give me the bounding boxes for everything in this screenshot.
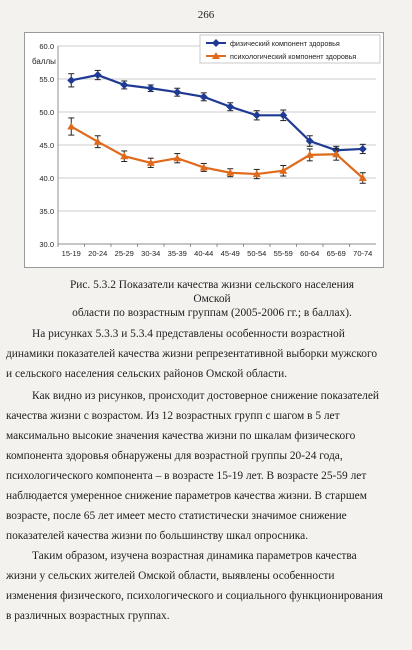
text-line: психологического компонента – в возрасте 15-19 лет. В возрасте 25-59 лет <box>6 470 367 482</box>
text-line: наблюдается умеренное снижение параметров качества жизни. В старшем <box>6 490 367 502</box>
x-tick-label: 40-44 <box>194 249 214 258</box>
y-tick-label: 45.0 <box>39 141 54 150</box>
x-tick-label: 45-49 <box>220 249 240 258</box>
text-line: и сельского населения сельских районов Омской области. <box>6 368 288 380</box>
text-line: в различных возрастных группах. <box>6 610 170 622</box>
text-line: показателей качества жизни по большинству шкал опросника. <box>6 530 309 542</box>
x-tick-label: 35-39 <box>167 249 187 258</box>
paragraph-3 <box>6 546 392 626</box>
x-tick-label: 25-29 <box>114 249 134 258</box>
text-line: компонента здоровья обнаружены для возрастной группы 20-24 года, <box>6 450 343 462</box>
caption-line: Рис. 5.3.2 Показатели качества жизни сельского населения Омской <box>69 279 355 305</box>
text-line: изменения физического, психологического и социального функционирования <box>6 590 383 602</box>
y-tick-label: 30.0 <box>39 240 54 249</box>
x-tick-label: 50-54 <box>247 249 267 258</box>
y-tick-label: 35.0 <box>39 207 54 216</box>
text-line: Как видно из рисунков, происходит достоверное снижение показателей <box>32 390 379 402</box>
paragraph-1 <box>6 324 392 384</box>
paragraph-2 <box>6 386 392 546</box>
y-axis-label: баллы <box>32 57 56 66</box>
legend-label-psychological: психологический компонент здоровья <box>230 52 357 61</box>
y-tick-label: 40.0 <box>39 174 54 183</box>
chart-frame <box>25 33 384 268</box>
x-tick-label: 65-69 <box>326 249 346 258</box>
x-tick-label: 55-59 <box>273 249 293 258</box>
legend-label-physical: физический компонент здоровья <box>230 39 340 48</box>
x-tick-label: 20-24 <box>88 249 108 258</box>
text-line: возрасте, после 65 лет имеет место статистически значимое снижение <box>6 510 347 522</box>
text-line: динамики показателей качества жизни репрезентативной выборки мужского <box>6 348 378 360</box>
y-tick-label: 50.0 <box>39 108 54 117</box>
text-line: максимально высокие значения качества жизни по шкалам физического <box>6 430 356 442</box>
x-tick-label: 60-64 <box>300 249 320 258</box>
legend <box>200 35 380 63</box>
text-line: качества жизни с возрастом. Из 12 возрастных групп с шагом в 5 лет <box>6 410 340 422</box>
x-tick-label: 30-34 <box>141 249 161 258</box>
x-tick-label: 70-74 <box>353 249 373 258</box>
page-number: 266 <box>197 9 215 21</box>
text-line: Таким образом, изучена возрастная динамика параметров качества <box>32 550 357 562</box>
figure-caption <box>62 278 362 320</box>
line-chart <box>24 32 384 268</box>
y-tick-label: 60.0 <box>39 42 54 51</box>
caption-line: области по возрастным группам (2005-2006 гг.; в баллах). <box>72 307 352 319</box>
text-line: жизни у сельских жителей Омской области, выявлены особенности <box>6 570 335 582</box>
x-tick-label: 15-19 <box>61 249 81 258</box>
text-line: На рисунках 5.3.3 и 5.3.4 представлены особенности возрастной <box>32 328 345 340</box>
y-tick-label: 55.0 <box>39 75 54 84</box>
